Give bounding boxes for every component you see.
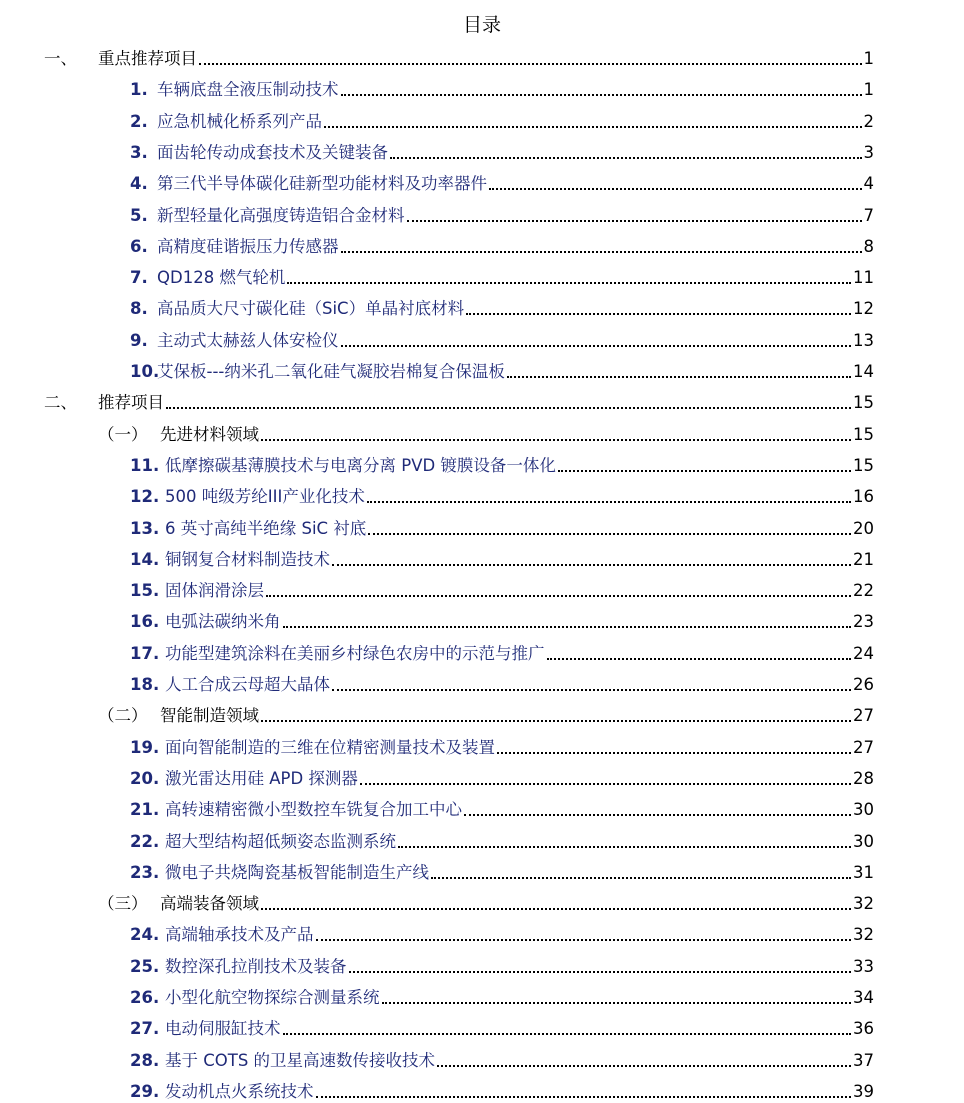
- toc-entry-title: 电动伺服缸技术: [165, 1019, 281, 1039]
- dot-leader: [398, 846, 851, 848]
- dot-leader: [287, 282, 851, 284]
- toc-entry-title: 第三代半导体碳化硅新型功能材料及功率器件: [157, 174, 487, 194]
- toc-entry-title: 超大型结构超低频姿态监测系统: [165, 831, 396, 851]
- toc-entry-page: 21: [853, 549, 874, 569]
- toc-entry[interactable]: [0, 512, 964, 540]
- toc-entry[interactable]: [0, 167, 964, 195]
- toc-entry[interactable]: [0, 543, 964, 571]
- toc-entry-title: 高端轴承技术及产品: [165, 925, 314, 945]
- dot-leader: [341, 251, 862, 253]
- toc-entry-page: 1: [863, 80, 874, 100]
- dot-leader: [316, 1096, 852, 1098]
- toc-entry-page: 26: [853, 675, 874, 694]
- toc-entry-number: 6.: [130, 236, 148, 256]
- toc-entry-title: 微电子共烧陶瓷基板智能制造生产线: [165, 862, 429, 882]
- toc-entry-number: 19.: [130, 737, 160, 757]
- toc-entry-title: 高精度硅谐振压力传感器: [157, 236, 339, 256]
- toc-entry-number: 1.: [130, 80, 148, 100]
- toc-entry-number: 24.: [130, 925, 160, 945]
- dot-leader: [367, 501, 851, 503]
- toc-entry-page: 37: [853, 1050, 874, 1070]
- toc-entry-page: 4: [863, 174, 874, 194]
- toc-entry[interactable]: [0, 136, 964, 164]
- toc-entry[interactable]: [0, 230, 964, 258]
- dot-leader: [407, 220, 862, 222]
- toc-entry-title: 小型化航空物探综合测量系统: [165, 988, 380, 1007]
- toc-entry-number: 26.: [130, 988, 160, 1007]
- toc-entry-number: 23.: [130, 862, 160, 882]
- toc-entry-page: 27: [853, 737, 874, 757]
- toc-entry-number: 21.: [130, 800, 160, 820]
- toc-entry[interactable]: [0, 793, 964, 821]
- dot-leader: [390, 157, 862, 159]
- toc-entry[interactable]: [0, 73, 964, 101]
- toc-entry-number: 17.: [130, 643, 160, 663]
- toc-entry[interactable]: [0, 668, 964, 696]
- toc-entry-page: 15: [853, 455, 874, 475]
- dot-leader: [261, 720, 851, 722]
- toc-entry-number: 2.: [130, 111, 148, 131]
- toc-entry-title: 发动机点火系统技术: [165, 1081, 314, 1101]
- dot-leader: [341, 345, 852, 347]
- toc-entry-number: 25.: [130, 956, 160, 976]
- toc-entry[interactable]: [0, 292, 964, 320]
- toc-entry-number: 18.: [130, 675, 160, 694]
- toc-entry-title: 车辆底盘全液压制动技术: [157, 80, 339, 100]
- dot-leader: [316, 939, 852, 941]
- toc-entry[interactable]: [0, 1044, 964, 1072]
- toc-entry[interactable]: [0, 480, 964, 508]
- toc-entry-number: 二、: [44, 393, 77, 413]
- toc-entry-page: 24: [853, 643, 874, 663]
- toc-entry[interactable]: [0, 449, 964, 477]
- toc-entry[interactable]: [0, 105, 964, 133]
- dot-leader: [261, 439, 851, 441]
- toc-entry[interactable]: [0, 731, 964, 759]
- toc-entry-number: 15.: [130, 581, 160, 601]
- toc-entry-title: 功能型建筑涂料在美丽乡村绿色农房中的示范与推广: [165, 643, 545, 663]
- toc-entry-title: 500 吨级芳纶III产业化技术: [165, 487, 365, 507]
- toc-entry[interactable]: [0, 418, 964, 446]
- dot-leader: [266, 595, 851, 597]
- toc-entry[interactable]: [0, 825, 964, 853]
- toc-entry[interactable]: [0, 981, 964, 1009]
- toc-entry-title: 低摩擦碳基薄膜技术与电离分离 PVD 镀膜设备一体化: [165, 455, 556, 475]
- dot-leader: [507, 376, 851, 378]
- toc-entry-page: 16: [853, 487, 874, 507]
- dot-leader: [341, 94, 862, 96]
- dot-leader: [382, 1002, 852, 1004]
- toc-entry-title: 数控深孔拉削技术及装备: [165, 956, 347, 976]
- toc-entry-title: 电弧法碳纳米角: [165, 612, 281, 632]
- toc-entry-page: 15: [853, 424, 874, 444]
- dot-leader: [489, 188, 862, 190]
- dot-leader: [437, 1065, 851, 1067]
- toc-entry-page: 15: [853, 393, 874, 413]
- toc-entry[interactable]: [0, 261, 964, 289]
- toc-entry-page: 1: [863, 49, 874, 68]
- toc-entry-page: 32: [853, 894, 874, 914]
- toc-entry[interactable]: [0, 918, 964, 946]
- toc-entry-title: 应急机械化桥系列产品: [157, 111, 322, 131]
- toc-entry[interactable]: [0, 605, 964, 633]
- dot-leader: [349, 971, 852, 973]
- dot-leader: [332, 689, 851, 691]
- toc-entry[interactable]: [0, 699, 964, 727]
- toc-entry-title: 面向智能制造的三维在位精密测量技术及装置: [165, 737, 495, 757]
- toc-entry-number: 29.: [130, 1081, 160, 1101]
- toc-entry-number: 3.: [130, 142, 148, 162]
- toc-entry-number: 27.: [130, 1019, 160, 1039]
- toc-entry-page: 12: [853, 299, 874, 319]
- dot-leader: [464, 814, 851, 816]
- toc-entry-title: 人工合成云母超大晶体: [165, 675, 330, 694]
- toc-entry[interactable]: [0, 950, 964, 978]
- toc-entry-number: （三）: [98, 894, 148, 914]
- toc-entry-page: 7: [863, 205, 874, 225]
- toc-entry-page: 27: [853, 706, 874, 726]
- toc-entry-title: 智能制造领域: [160, 706, 259, 726]
- toc-entry-title: 重点推荐项目: [98, 49, 197, 68]
- toc-entry-number: 5.: [130, 205, 148, 225]
- toc-entry-title: 激光雷达用硅 APD 探测器: [165, 768, 358, 788]
- toc-entry-number: 4.: [130, 174, 148, 194]
- dot-leader: [324, 126, 862, 128]
- toc-entry-page: 31: [853, 862, 874, 882]
- toc-entry-number: 28.: [130, 1050, 160, 1070]
- toc-entry-title: 6 英寸高纯半绝缘 SiC 衬底: [165, 518, 367, 538]
- toc-entry-number: 一、: [44, 49, 77, 68]
- toc-entry-number: 12.: [130, 487, 160, 507]
- toc-entry-number: 16.: [130, 612, 160, 632]
- toc-entry[interactable]: [0, 856, 964, 884]
- dot-leader: [332, 564, 851, 566]
- toc-entry-page: 36: [853, 1019, 874, 1039]
- dot-leader: [360, 783, 851, 785]
- toc-entry-title: 先进材料领域: [160, 424, 259, 444]
- toc-entry-title: 高转速精密微小型数控车铣复合加工中心: [165, 800, 462, 820]
- toc-entry-title: 基于 COTS 的卫星高速数传接收技术: [165, 1050, 436, 1070]
- toc-entry-number: 7.: [130, 268, 148, 288]
- toc-entry-page: 30: [853, 831, 874, 851]
- toc-entry[interactable]: [0, 324, 964, 352]
- dot-leader: [166, 407, 851, 409]
- toc-entry[interactable]: [0, 574, 964, 602]
- toc-entry-number: 11.: [130, 455, 160, 475]
- dot-leader: [261, 908, 851, 910]
- toc-entry-page: 22: [853, 581, 874, 601]
- toc-entry-title: 艾保板---纳米孔二氧化硅气凝胶岩棉复合保温板: [157, 362, 505, 381]
- toc-entry-page: 14: [853, 362, 874, 381]
- toc-title: 目录: [462, 14, 501, 36]
- toc-entry-title: 主动式太赫兹人体安检仪: [157, 330, 339, 350]
- toc-entry-page: 13: [853, 330, 874, 350]
- toc-entry-title: 固体润滑涂层: [165, 581, 264, 601]
- toc-entry-title: 面齿轮传动成套技术及关键装备: [157, 142, 388, 162]
- dot-leader: [497, 752, 851, 754]
- toc-entry-page: 11: [853, 268, 874, 288]
- toc-entry-number: 14.: [130, 549, 160, 569]
- toc-entry-page: 32: [853, 925, 874, 945]
- toc-entry-number: （二）: [98, 706, 148, 726]
- toc-entry[interactable]: [0, 355, 964, 383]
- toc-entry-page: 3: [863, 142, 874, 162]
- toc-entry-number: 13.: [130, 518, 160, 538]
- toc-entry-page: 39: [853, 1081, 874, 1101]
- toc-entry-title: 高端装备领域: [160, 894, 259, 914]
- toc-entry[interactable]: [0, 762, 964, 790]
- dot-leader: [558, 470, 851, 472]
- toc-entry-title: 高品质大尺寸碳化硅（SiC）单晶衬底材料: [157, 299, 465, 319]
- toc-entry-title: 铜钢复合材料制造技术: [165, 549, 330, 569]
- toc-entry-number: （一）: [98, 424, 148, 444]
- toc-entry-page: 20: [853, 518, 874, 538]
- toc-entry-number: 8.: [130, 299, 148, 319]
- toc-entry-page: 28: [853, 768, 874, 788]
- toc-entry-title: QD128 燃气轮机: [157, 268, 286, 288]
- dot-leader: [431, 877, 851, 879]
- dot-leader: [283, 626, 852, 628]
- toc-entry-page: 8: [863, 236, 874, 256]
- toc-entry-page: 23: [853, 612, 874, 632]
- dot-leader: [368, 533, 851, 535]
- toc-entry[interactable]: [0, 637, 964, 665]
- toc-entry[interactable]: [0, 1012, 964, 1040]
- toc-entry-page: 2: [863, 111, 874, 131]
- toc-entry-number: 9.: [130, 330, 148, 350]
- toc-entry[interactable]: [0, 887, 964, 915]
- toc-entry-page: 33: [853, 956, 874, 976]
- toc-entry[interactable]: [0, 42, 964, 70]
- dot-leader: [199, 63, 862, 65]
- toc-entry-number: 20.: [130, 768, 160, 788]
- dot-leader: [547, 658, 852, 660]
- toc-entry-page: 30: [853, 800, 874, 820]
- dot-leader: [283, 1033, 852, 1035]
- dot-leader: [466, 313, 851, 315]
- toc-entry-number: 10.: [130, 362, 160, 381]
- toc-entry[interactable]: [0, 199, 964, 227]
- toc-entry-title: 新型轻量化高强度铸造铝合金材料: [157, 205, 405, 225]
- toc-entry[interactable]: [0, 1075, 964, 1103]
- toc-entry-number: 22.: [130, 831, 160, 851]
- toc-entry-page: 34: [853, 988, 874, 1007]
- toc-entry-title: 推荐项目: [98, 393, 164, 413]
- toc-entry[interactable]: [0, 386, 964, 414]
